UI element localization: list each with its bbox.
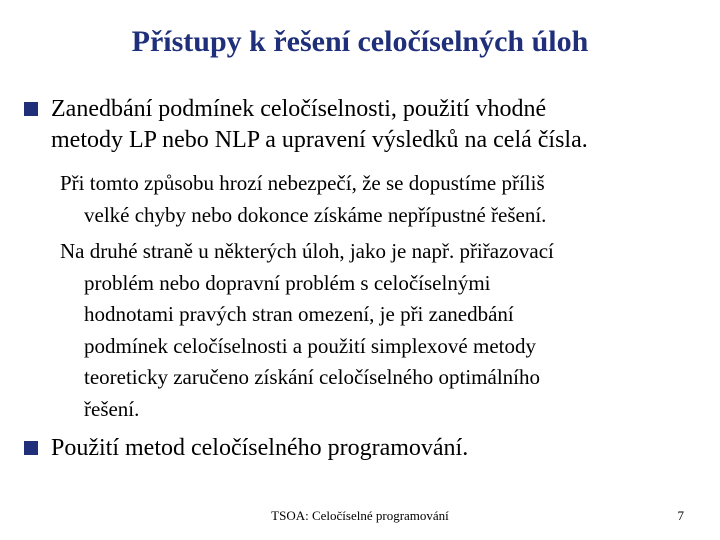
bullet-line: Použití metod celočíselného programování. — [51, 435, 469, 461]
bullet-item — [24, 433, 468, 464]
page-number: 7 — [677, 508, 684, 523]
square-bullet-icon — [24, 441, 38, 455]
sub-point-line: hodnotami pravých stran omezení, je při zanedbání — [84, 302, 514, 326]
square-bullet-icon — [24, 102, 38, 116]
sub-point — [60, 168, 546, 231]
sub-point-line: velké chyby nebo dokonce získáme nepřípustné řešení. — [84, 202, 547, 227]
sub-point-line: Při tomto způsobu hrozí nebezpečí, že se dopustíme příliš — [60, 171, 545, 195]
footer-text: TSOA: Celočíselné programování — [271, 508, 449, 523]
bullet-line: Zanedbání podmínek celočíselnosti, použití vhodné — [51, 96, 547, 122]
bullet-line: metody LP nebo NLP a upravení výsledků na celá čísla. — [51, 127, 588, 153]
sub-point-line: podmínek celočíselnosti a použití simplexové metody — [84, 333, 536, 358]
sub-point-line: problém nebo dopravní problém s celočíselnými — [84, 270, 491, 295]
sub-point-line: řešení. — [84, 396, 140, 421]
sub-point — [60, 236, 554, 425]
sub-point-line: Na druhé straně u některých úloh, jako je např. přiřazovací — [60, 239, 554, 263]
slide-title: Přístupy k řešení celočíselných úloh — [131, 25, 589, 58]
bullet-item — [24, 94, 588, 156]
sub-point-line: teoreticky zaručeno získání celočíselného optimálního — [84, 365, 540, 389]
